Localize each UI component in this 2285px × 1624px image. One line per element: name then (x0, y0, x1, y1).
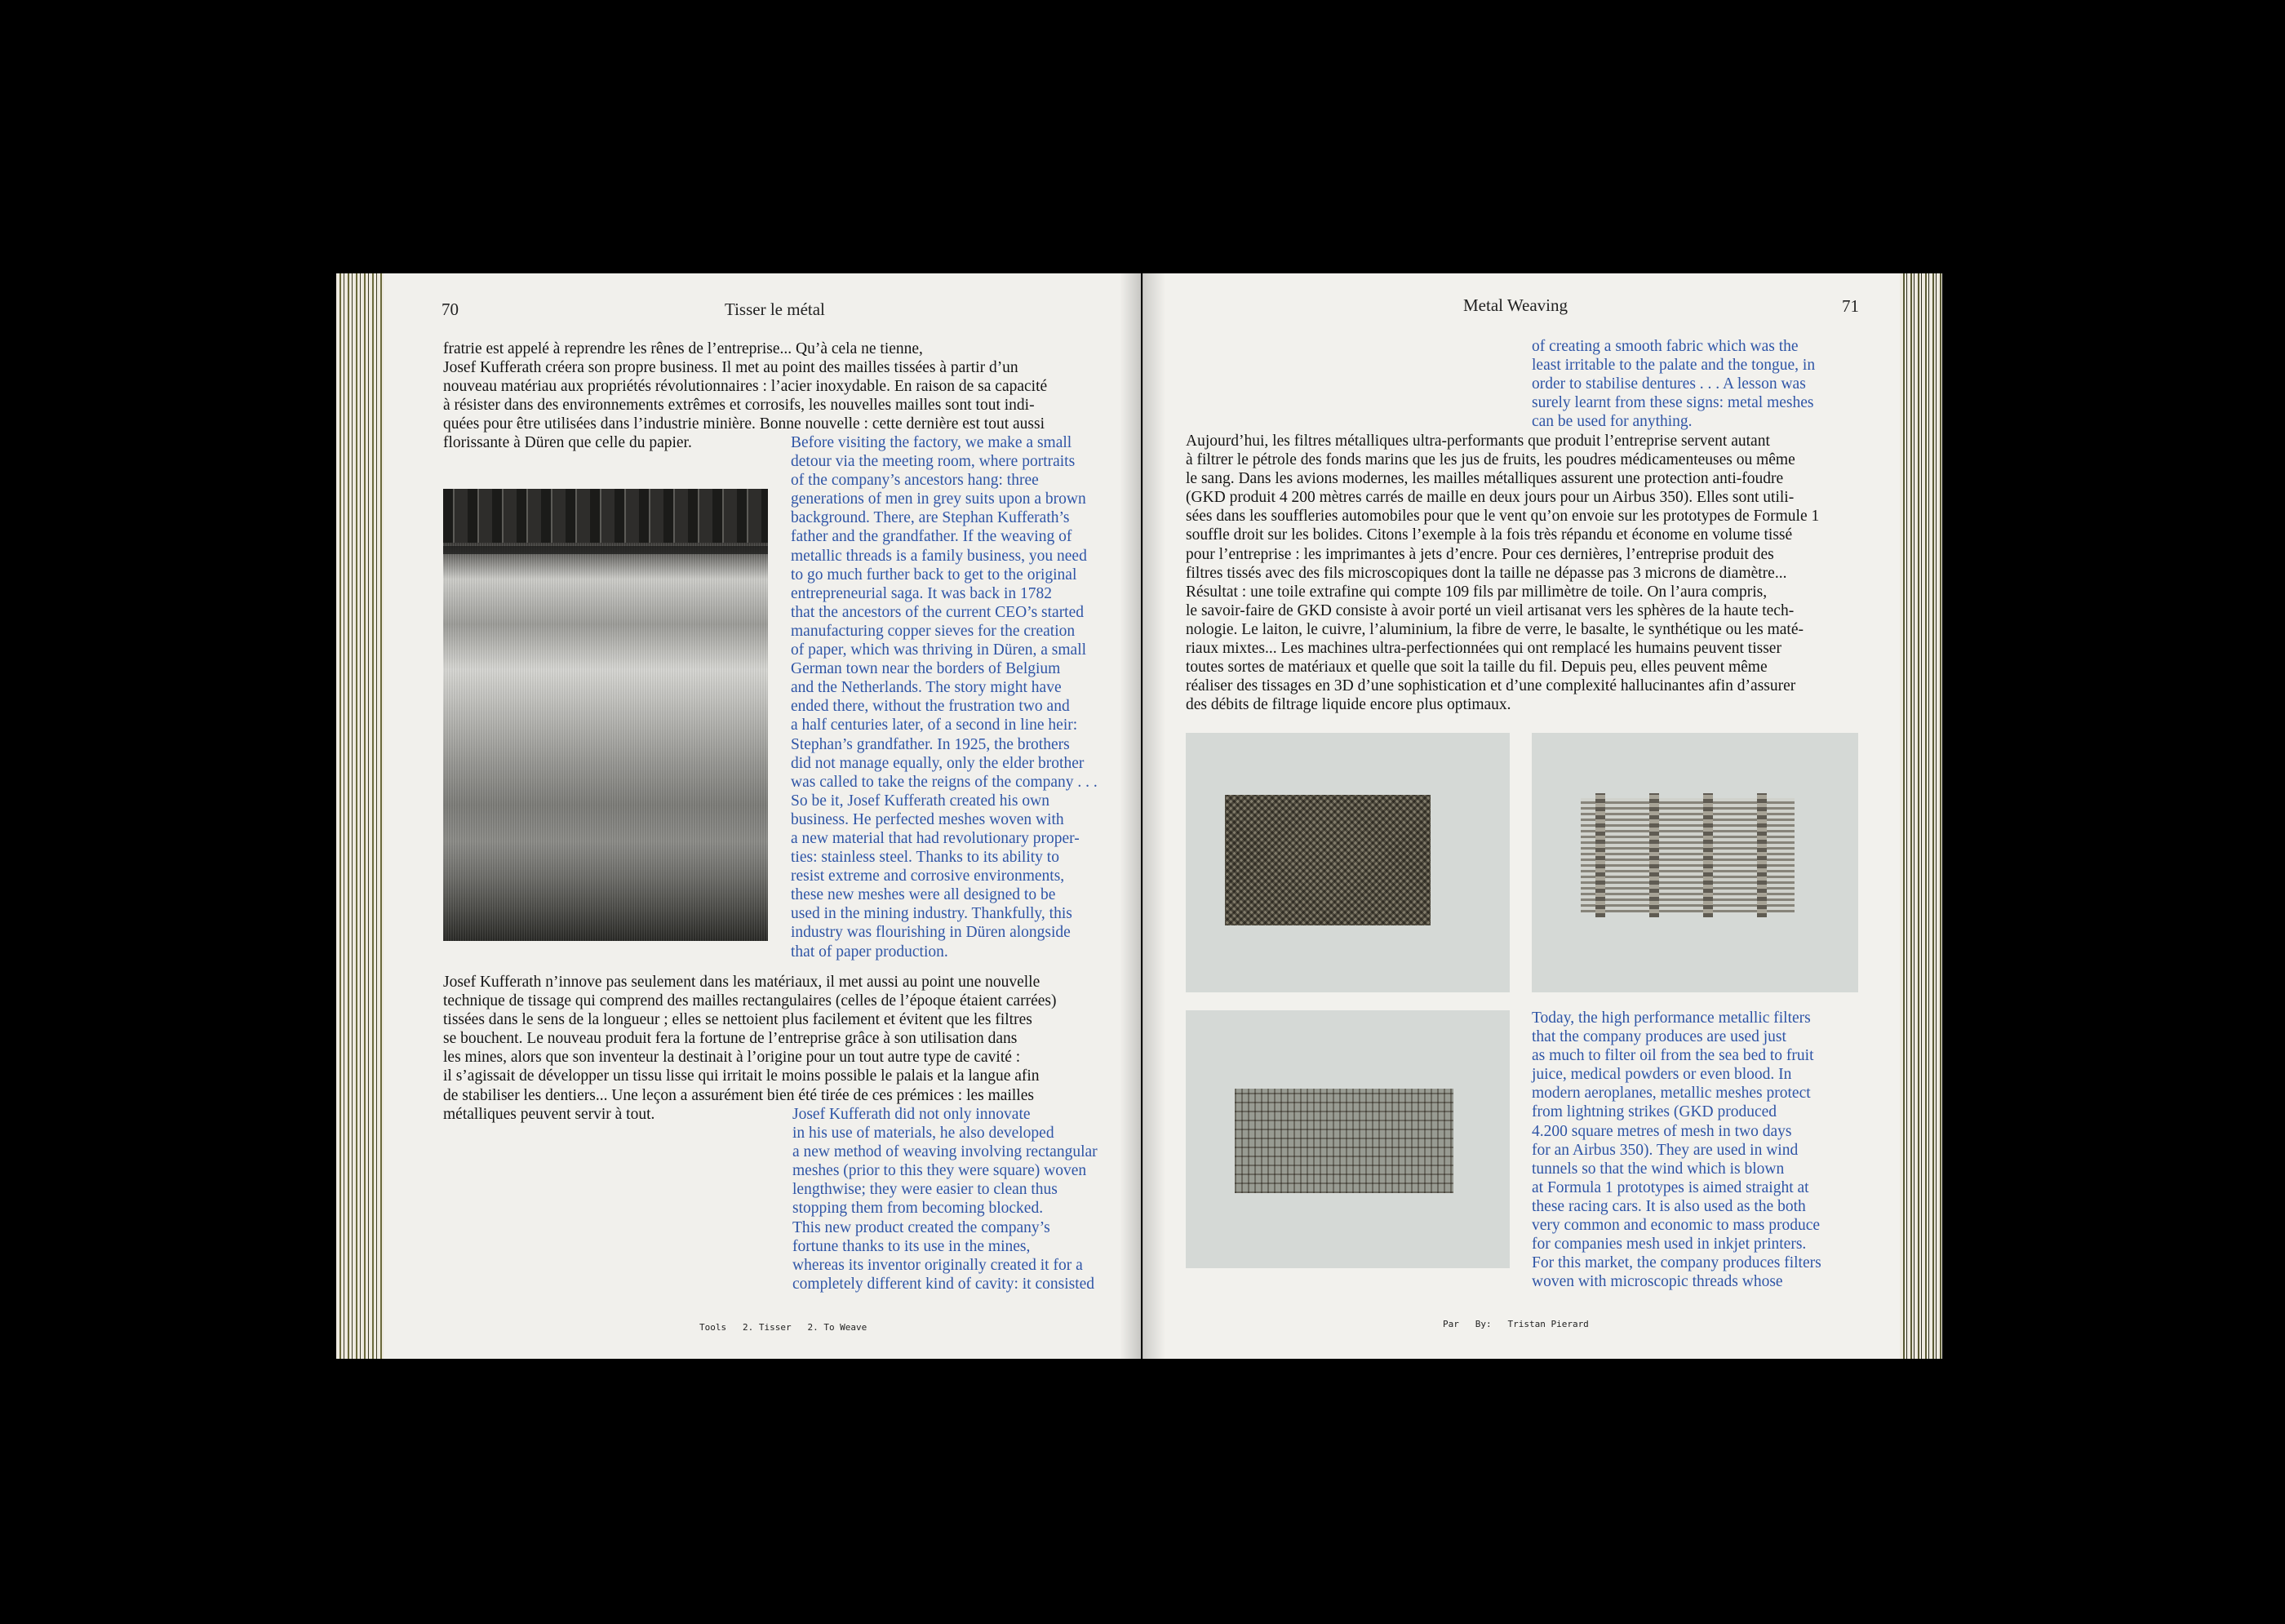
text-line: lengthwise; they were easier to clean thus (792, 1181, 1058, 1199)
text-line: father and the grandfather. If the weaving of (791, 528, 1072, 546)
text-line: that the company produces are used just (1532, 1028, 1786, 1046)
text-line: surely learnt from these signs: metal meshes (1532, 394, 1814, 412)
text-line: sées dans les souffleries automobiles pour que le vent qu’on envoie sur les prototypes de Formule 1 (1186, 508, 1820, 526)
right-english-column-2 (1532, 1009, 1821, 1291)
text-line: Stephan’s grandfather. In 1925, the brothers (791, 735, 1070, 753)
text-line: background. There, are Stephan Kufferath’s (791, 509, 1070, 527)
text-line: ended there, without the frustration two and (791, 698, 1070, 716)
text-line: manufacturing copper sieves for the creation (791, 622, 1076, 640)
right-running-head: Metal Weaving (1463, 295, 1568, 315)
text-line: à résister dans des environnements extrêmes et corrosifs, les nouvelles mailles sont tout indi- (443, 397, 1035, 415)
text-line: Josef Kufferath did not only innovate (792, 1106, 1031, 1123)
text-line: woven with microscopic threads whose (1532, 1273, 1783, 1291)
text-line: métalliques peuvent servir à tout. (443, 1105, 655, 1123)
text-line: for an Airbus 350). They are used in wind (1532, 1141, 1799, 1159)
text-line: tunnels so that the wind which is blown (1532, 1160, 1785, 1178)
text-line: Aujourd’hui, les filtres métalliques ultra-performants que produit l’entreprise servent autant (1186, 433, 1770, 450)
text-line: fratrie est appelé à reprendre les rênes de l’entreprise... Qu’à cela ne tienne, (443, 340, 923, 357)
text-line: detour via the meeting room, where portraits (791, 453, 1076, 471)
text-line: used in the mining industry. Thankfully, this (791, 905, 1072, 923)
text-line: for companies mesh used in inkjet printers. (1532, 1236, 1807, 1253)
rectangular-mesh-photo (1186, 1010, 1510, 1268)
text-line: of the company’s ancestors hang: three (791, 472, 1039, 490)
text-line: technique de tissage qui comprend des mailles rectangulaires (celles de l’époque étaient carrées) (443, 992, 1057, 1010)
spiral-weft (1649, 793, 1659, 917)
text-line: (GKD produit 4 200 mètres carrés de maille en deux jours pour un Airbus 350). Elles sont utili- (1186, 489, 1795, 507)
spiral-weft (1757, 793, 1767, 917)
text-line: did not manage equally, only the elder brother (791, 754, 1085, 772)
text-line: Before visiting the factory, we make a small (791, 434, 1072, 451)
text-line: can be used for anything. (1532, 413, 1693, 431)
book-gutter (1120, 273, 1165, 1359)
text-line: from lightning strikes (GKD produced (1532, 1103, 1777, 1121)
text-line: Josef Kufferath n’innove pas seulement dans les matériaux, il met aussi au point une nouvelle (443, 974, 1040, 991)
text-line: was called to take the reigns of the company . . . (791, 773, 1098, 791)
text-line: For this market, the company produces filters (1532, 1254, 1821, 1272)
text-line: German town near the borders of Belgium (791, 660, 1061, 678)
text-line: Résultat : une toile extrafine qui compte 109 fils par millimètre de toile. On l’aura compris, (1186, 583, 1768, 601)
text-line: to go much further back to get to the original (791, 566, 1077, 583)
text-line: à filtrer le pétrole des fonds marins que les jus de fruits, les poudres médicamenteuses ou même (1186, 451, 1795, 469)
text-line: il s’agissait de développer un tissu lisse qui irritait le moins possible le palais et la langue afin (443, 1067, 1040, 1085)
left-page-number: 70 (441, 300, 459, 319)
text-line: juice, medical powders or even blood. In (1532, 1066, 1792, 1084)
loom-frame (443, 489, 768, 543)
text-line: completely different kind of cavity: it consisted (792, 1275, 1095, 1293)
text-line: de stabiliser les dentiers... Une leçon a assurément bien été tirée de ces prémices : les mailles (443, 1086, 1034, 1104)
right-english-column-1 (1532, 337, 1815, 431)
text-line: metallic threads is a family business, you need (791, 547, 1087, 565)
spiral-mesh-sample (1581, 798, 1795, 912)
spiral-weft (1703, 793, 1713, 917)
left-english-column-2 (792, 1105, 1098, 1293)
text-line: 4.200 square metres of mesh in two days (1532, 1122, 1792, 1140)
text-line: les mines, alors que son inventeur la destinait à l’origine pour un tout autre type de cavité : (443, 1049, 1021, 1067)
text-line: nologie. Le laiton, le cuivre, l’aluminium, la fibre de verre, le basalte, le synthétique ou les maté- (1186, 620, 1804, 638)
text-line: and the Netherlands. The story might have (791, 679, 1062, 697)
text-line: quées pour être utilisées dans l’industrie minière. Bonne nouvelle : cette dernière est tout aussi (443, 415, 1045, 433)
text-line: business. He perfected meshes woven with (791, 810, 1064, 828)
text-line: toutes sortes de matériaux et quelle que soit la taille du fil. Depuis peu, elles peuvent même (1186, 659, 1768, 677)
right-french-paragraph-1 (1186, 432, 1819, 714)
text-line: least irritable to the palate and the tongue, in (1532, 357, 1816, 375)
text-line: these new meshes were all designed to be (791, 886, 1056, 904)
text-line: at Formula 1 prototypes is aimed straight at (1532, 1178, 1809, 1196)
left-page-edges (336, 273, 384, 1359)
text-line: des débits de filtrage liquide encore plus optimaux. (1186, 696, 1511, 714)
text-line: riaux mixtes... Les machines ultra-perfectionnées qui ont remplacé les humains peuvent tisser (1186, 640, 1781, 658)
text-line: of creating a smooth fabric which was the (1532, 338, 1799, 355)
text-line: So be it, Josef Kufferath created his own (791, 792, 1049, 810)
text-line: modern aeroplanes, metallic meshes protect (1532, 1085, 1811, 1103)
text-line: ties: stainless steel. Thanks to its ability to (791, 849, 1059, 867)
text-line: le savoir-faire de GKD consiste à avoir porté un vieil artisanat vers les sphères de la haute tech- (1186, 601, 1795, 619)
text-line: these racing cars. It is also used as the both (1532, 1197, 1806, 1215)
text-line: souffle droit sur les bolides. Citons l’exemple à la fois très répandu et économe en volume tissé (1186, 526, 1793, 544)
loom-photo (443, 489, 768, 941)
text-line: filtres tissés avec des fils microscopiques dont la taille ne dépasse pas 3 microns de diamètre... (1186, 564, 1787, 582)
text-line: that the ancestors of the current CEO’s started (791, 603, 1085, 621)
text-line: entrepreneurial saga. It was back in 1782 (791, 584, 1052, 602)
text-line: a new material that had revolutionary proper- (791, 829, 1080, 847)
left-english-column-1 (791, 433, 1098, 961)
spiral-weft (1595, 793, 1605, 917)
right-page-number: 71 (1842, 296, 1859, 316)
text-line: réaliser des tissages en 3D d’une sophistication et d’une complexité hallucinantes afin d’assurer (1186, 677, 1796, 695)
rectangular-mesh-sample (1235, 1089, 1453, 1193)
text-line: a new method of weaving involving rectangular (792, 1143, 1098, 1161)
text-line: a half centuries later, of a second in line heir: (791, 717, 1078, 734)
text-line: resist extreme and corrosive environments, (791, 867, 1065, 885)
text-line: fortune thanks to its use in the mines, (792, 1237, 1031, 1255)
text-line: This new product created the company’s (792, 1218, 1050, 1236)
text-line: florissante à Düren que celle du papier. (443, 434, 692, 452)
left-french-paragraph-2 (443, 973, 1057, 1124)
text-line: Josef Kufferath créera son propre business. Il met au point des mailles tissées à partir d’un (443, 359, 1018, 377)
text-line: tissées dans le sens de la longueur ; elles se nettoient plus facilement et évitent que les filtres (443, 1011, 1032, 1029)
loom-beam (443, 546, 768, 554)
text-line: industry was flourishing in Düren alongside (791, 924, 1071, 942)
left-footer: Tools 2. Tisser 2. To Weave (699, 1322, 867, 1333)
text-line: generations of men in grey suits upon a brown (791, 490, 1086, 508)
diamond-mesh-photo (1186, 733, 1510, 992)
diamond-mesh-sample (1225, 795, 1431, 925)
text-line: in his use of materials, he also developed (792, 1125, 1054, 1143)
text-line: meshes (prior to this they were square) woven (792, 1162, 1087, 1180)
right-footer: Par By: Tristan Pierard (1443, 1319, 1589, 1329)
text-line: nouveau matériau aux propriétés révolutionnaires : l’acier inoxydable. En raison de sa capacité (443, 378, 1048, 396)
text-line: le sang. Dans les avions modernes, les mailles métalliques assurent une protection anti-foudre (1186, 470, 1784, 488)
left-running-head: Tisser le métal (725, 300, 825, 319)
text-line: stopping them from becoming blocked. (792, 1200, 1044, 1218)
text-line: se bouchent. Le nouveau produit fera la fortune de l’entreprise grâce à son utilisation dans (443, 1030, 1018, 1048)
right-page-edges (1900, 273, 1942, 1359)
text-line: very common and economic to mass produce (1532, 1217, 1821, 1235)
text-line: pour l’entreprise : les imprimantes à jets d’encre. Pour ces dernières, l’entreprise produit des (1186, 545, 1774, 563)
text-line: Today, the high performance metallic filters (1532, 1009, 1811, 1027)
text-line: that of paper production. (791, 943, 948, 961)
text-line: as much to filter oil from the sea bed to fruit (1532, 1047, 1814, 1065)
text-line: whereas its inventor originally created it for a (792, 1256, 1083, 1274)
spiral-mesh-photo (1532, 733, 1858, 992)
text-line: order to stabilise dentures . . . A lesson was (1532, 375, 1806, 393)
text-line: of paper, which was thriving in Düren, a small (791, 641, 1087, 659)
